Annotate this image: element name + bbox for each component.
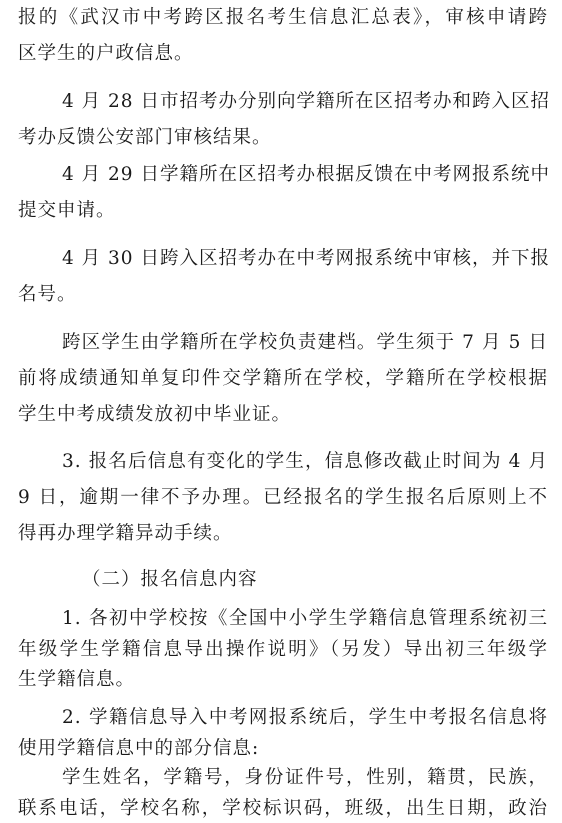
- text-line-20: 使用学籍信息中的部分信息:: [18, 737, 260, 759]
- text-line-6: 提交申请。: [18, 200, 116, 221]
- text-line-7: 4 月 30 日跨入区招考办在中考网报系统中审核，并下报: [62, 248, 550, 269]
- text-line-5: 4 月 29 日学籍所在区招考办根据反馈在中考网报系统中: [62, 164, 550, 185]
- text-line-12: 3. 报名后信息有变化的学生，信息修改截止时间为 4 月: [62, 451, 548, 472]
- text-line-18: 生学籍信息。: [18, 669, 136, 691]
- section-heading: （二）报名信息内容: [82, 569, 258, 590]
- text-line-4: 考办反馈公安部门审核结果。: [18, 127, 272, 148]
- text-line-11: 学生中考成绩发放初中毕业证。: [18, 404, 292, 425]
- text-line-14: 得再办理学籍异动手续。: [18, 523, 233, 544]
- text-line-22: 联系电话，学校名称，学校标识码，班级，出生日期，政治: [18, 798, 548, 819]
- text-line-9: 跨区学生由学籍所在学校负责建档。学生须于 7 月 5 日: [62, 332, 548, 353]
- text-line-2: 区学生的户政信息。: [18, 43, 194, 64]
- text-line-19: 2. 学籍信息导入中考网报系统后，学生中考报名信息将: [62, 707, 548, 729]
- text-line-10: 前将成绩通知单复印件交学籍所在学校，学籍所在学校根据: [18, 368, 548, 389]
- text-line-8: 名号。: [18, 284, 77, 305]
- text-line-21: 学生姓名，学籍号，身份证件号，性别，籍贯，民族，: [62, 767, 548, 789]
- text-line-16: 1. 各初中学校按《全国中小学生学籍信息管理系统初三: [62, 608, 548, 629]
- text-line-3: 4 月 28 日市招考办分别向学籍所在区招考办和跨入区招: [62, 91, 550, 112]
- text-line-17: 年级学生学籍信息导出操作说明》（另发）导出初三年级学: [18, 638, 548, 660]
- text-line-13: 9 日，逾期一律不予办理。已经报名的学生报名后原则上不: [18, 487, 548, 508]
- text-line-1: 报的《武汉市中考跨区报名考生信息汇总表》，审核申请跨: [18, 7, 548, 28]
